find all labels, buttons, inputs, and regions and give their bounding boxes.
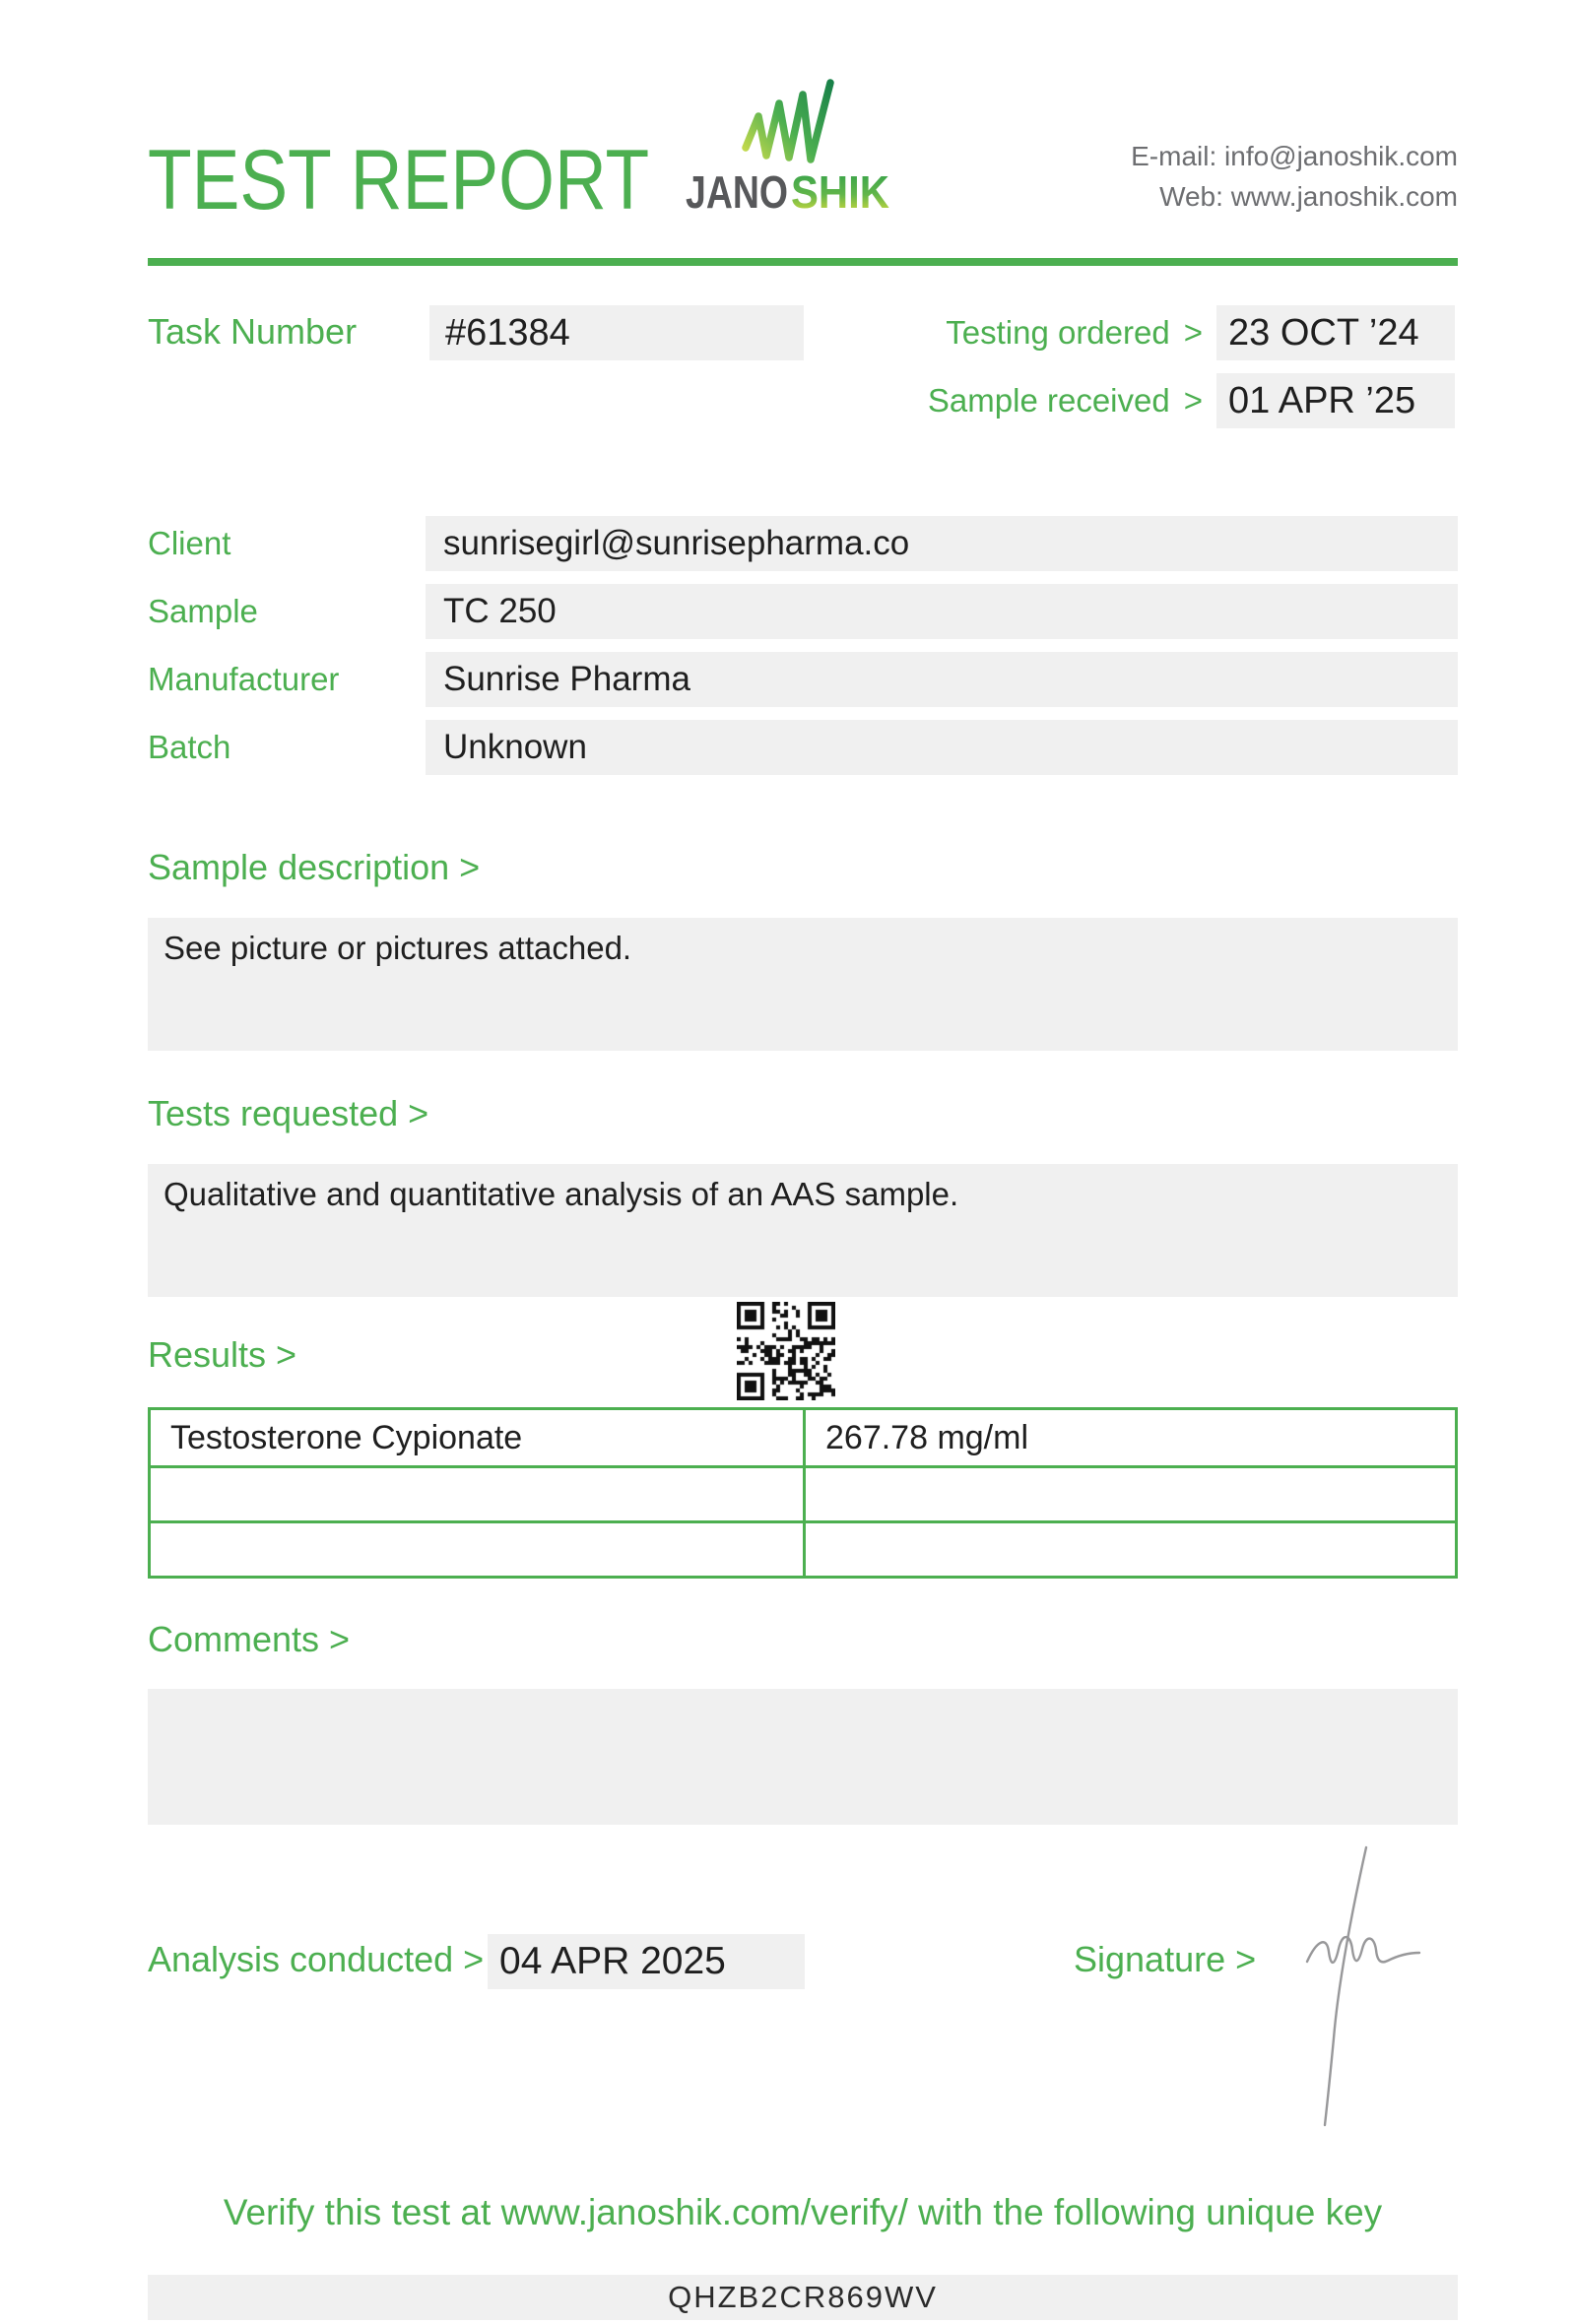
signature-scribble: [1276, 1841, 1433, 2137]
result-analyte: Testosterone Cypionate: [170, 1418, 523, 1456]
sample-received-arrow: >: [1183, 382, 1203, 419]
comments-box: [148, 1689, 1458, 1825]
qr-code: [737, 1302, 835, 1400]
sample-label: Sample: [148, 593, 258, 629]
batch-value: Unknown: [426, 720, 1458, 775]
client-label: Client: [148, 525, 231, 561]
chart-arrow-icon: [742, 77, 840, 163]
logo-text-green: SHIK: [791, 167, 889, 218]
batch-label: Batch: [148, 729, 231, 765]
verify-key: QHZB2CR869WV: [148, 2275, 1458, 2320]
testing-ordered-arrow: >: [1183, 314, 1203, 351]
tests-requested-box: [148, 1164, 1458, 1297]
manufacturer-value: Sunrise Pharma: [426, 652, 1458, 707]
result-analyte-empty: [151, 1520, 803, 1576]
logo-text-gray: JANO: [686, 167, 788, 218]
result-value: 267.78 mg/ml: [803, 1410, 1455, 1465]
results-table: [148, 1407, 1458, 1579]
result-value-empty: [803, 1465, 1455, 1520]
contact-email: E-mail: info@janoshik.com: [1131, 141, 1458, 171]
testing-ordered-label: Testing ordered: [946, 314, 1170, 351]
analysis-conducted-value: 04 APR 2025: [488, 1934, 805, 1989]
contact-block: [1131, 136, 1458, 217]
sample-received-label: Sample received: [927, 382, 1170, 419]
testing-ordered-row: [946, 305, 1455, 360]
task-number-label: Task Number: [148, 311, 358, 352]
results-heading: Results >: [148, 1334, 297, 1375]
manufacturer-label: Manufacturer: [148, 661, 340, 697]
sample-description-heading: Sample description >: [148, 847, 481, 887]
tests-requested-heading: Tests requested >: [148, 1093, 429, 1133]
analysis-conducted-label: Analysis conducted >: [148, 1939, 485, 1979]
sample-description-text: See picture or pictures attached.: [164, 930, 632, 966]
contact-web: Web: www.janoshik.com: [1159, 181, 1458, 212]
tests-requested-text: Qualitative and quantitative analysis of an AAS sample.: [164, 1176, 959, 1212]
result-value-empty: [803, 1520, 1455, 1576]
signature-label: Signature >: [1074, 1939, 1257, 1979]
sample-value: TC 250: [426, 584, 1458, 639]
sample-received-row: [928, 373, 1455, 428]
sample-received-value: 01 APR ’25: [1216, 373, 1455, 428]
result-analyte-empty: [151, 1465, 803, 1520]
page-title: TEST REPORT: [148, 133, 650, 227]
sample-description-box: [148, 918, 1458, 1051]
header-divider: [148, 258, 1458, 266]
comments-heading: Comments >: [148, 1619, 351, 1659]
task-number-value: #61384: [429, 305, 804, 360]
janoshik-logo: [680, 167, 906, 219]
verify-instruction: Verify this test at www.janoshik.com/verify/ with the following unique key: [223, 2192, 1383, 2232]
client-value: sunrisegirl@sunrisepharma.co: [426, 516, 1458, 571]
testing-ordered-value: 23 OCT ’24: [1216, 305, 1455, 360]
